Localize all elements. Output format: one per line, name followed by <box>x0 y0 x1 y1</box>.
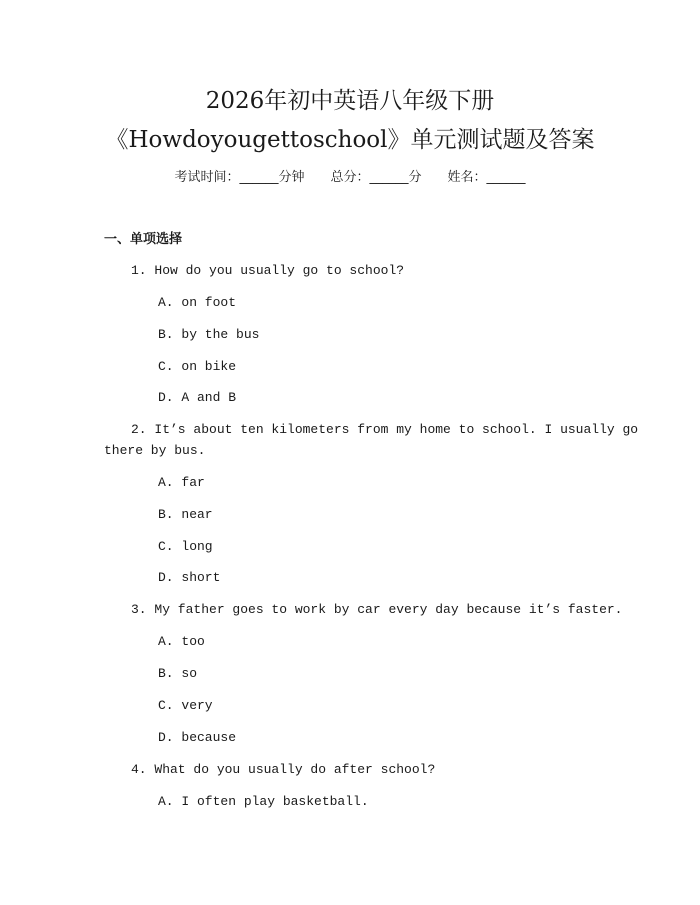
question-1-option-b: B. by the bus <box>158 327 260 342</box>
exam-title-line-1: 2026年初中英语八年级下册 <box>205 88 495 114</box>
question-3-option-d: D. because <box>158 730 237 745</box>
question-3-stem: 3. My father goes to work by car every day because it’s faster. <box>131 602 623 617</box>
exam-title-line-2: 《Howdoyougettoschool》单元测试题及答案 <box>105 127 595 153</box>
question-4-option-a: A. I often play basketball. <box>158 794 369 809</box>
question-2-option-a: A. far <box>158 475 205 490</box>
question-3-option-a: A. too <box>158 634 205 649</box>
section-heading: 一、单项选择 <box>104 232 183 247</box>
question-1-option-c: C. on bike <box>158 359 237 374</box>
question-2-stem: 2. It’s about ten kilometers from my home to school. I usually go <box>131 422 639 437</box>
student-name-field: 姓名：______ <box>447 170 526 185</box>
exam-info-line <box>0 168 700 188</box>
question-3-option-c: C. very <box>158 698 213 713</box>
question-3-option-b: B. so <box>158 666 198 681</box>
question-1-stem: 1. How do you usually go to school? <box>131 263 405 278</box>
question-2-stem-continued: there by bus. <box>104 443 206 458</box>
question-2-option-c: C. long <box>158 539 213 554</box>
exam-time-field: 考试时间：______分钟 <box>174 170 305 185</box>
question-1-option-d: D. A and B <box>158 390 237 405</box>
question-2-option-b: B. near <box>158 507 213 522</box>
question-4-stem: 4. What do you usually do after school? <box>131 762 436 777</box>
total-score-field: 总分：______分 <box>330 170 422 185</box>
question-1-option-a: A. on foot <box>158 295 237 310</box>
question-2-option-d: D. short <box>158 570 221 585</box>
